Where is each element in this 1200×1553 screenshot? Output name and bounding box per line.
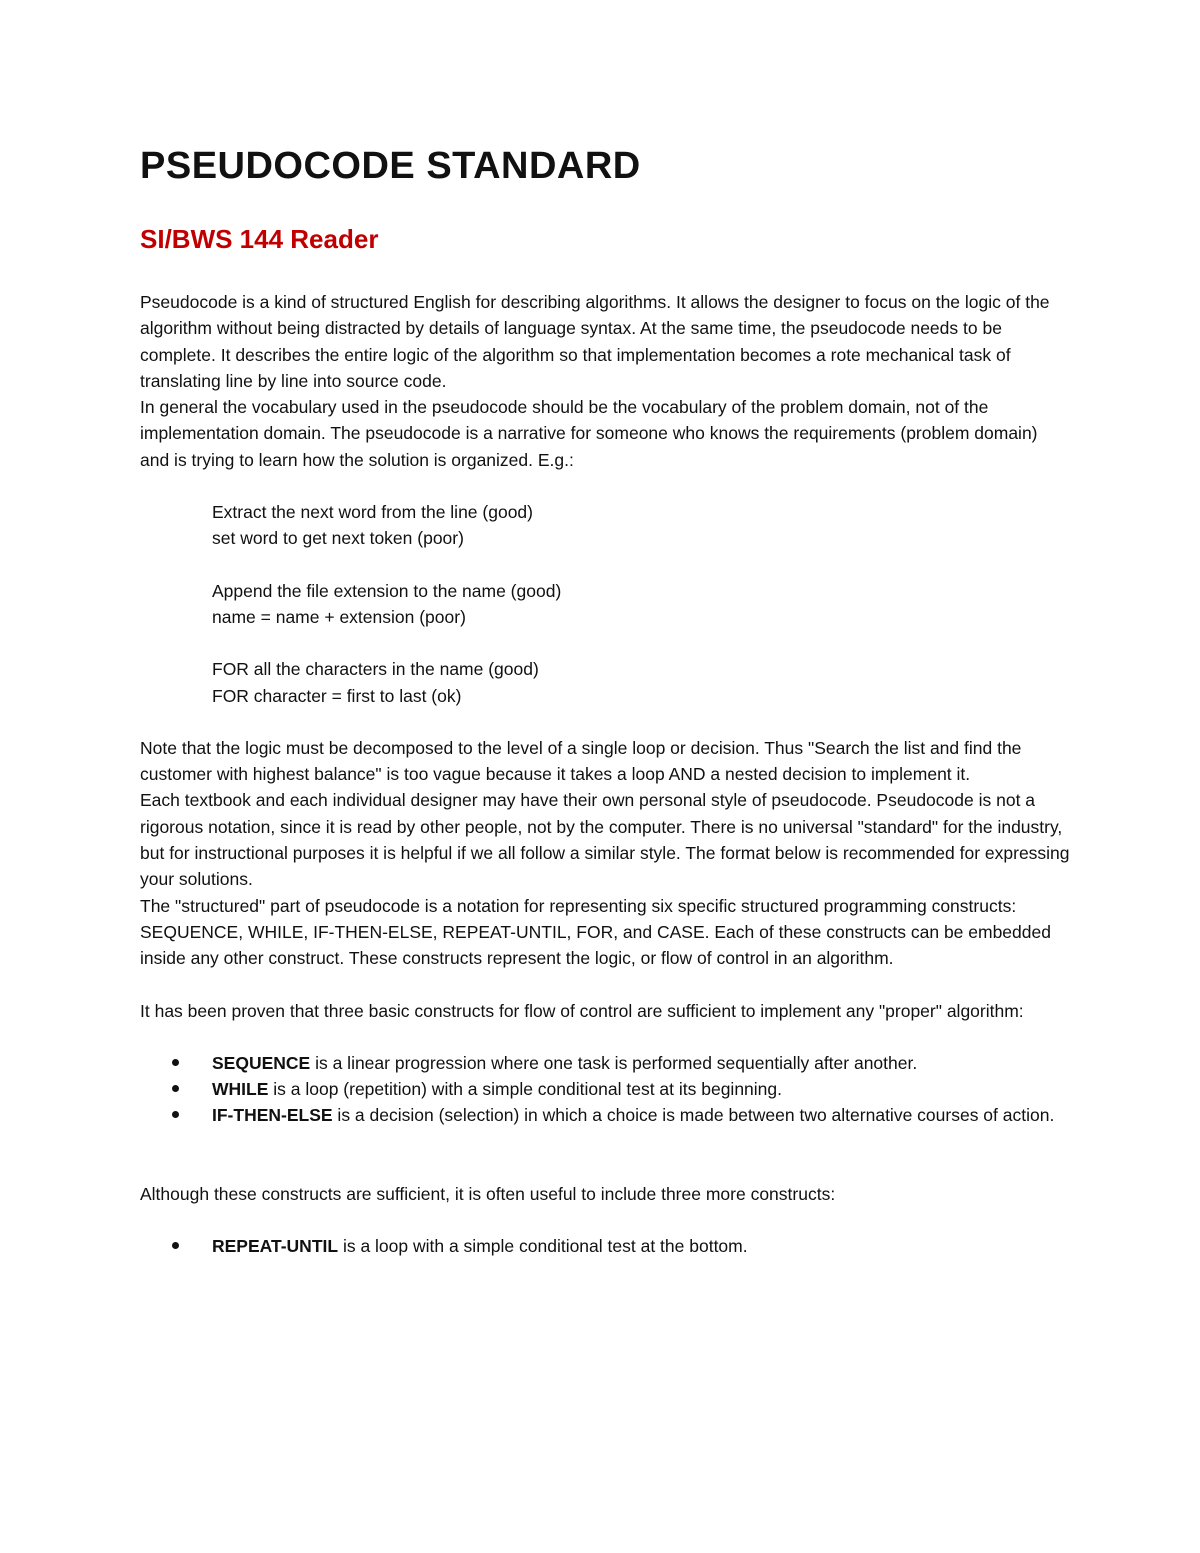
bullet-icon [172, 1242, 179, 1249]
example-ok: FOR character = first to last (ok) [212, 685, 462, 706]
example-poor: set word to get next token (poor) [212, 528, 464, 549]
list-item [140, 1102, 1070, 1128]
list-item [140, 1076, 1070, 1102]
example-good: FOR all the characters in the name (good) [212, 659, 539, 680]
basic-constructs-list [140, 1050, 1070, 1129]
example-pair [140, 499, 1070, 552]
example-pair [140, 656, 1070, 709]
example-good: Append the file extension to the name (good) [212, 580, 562, 601]
body-paragraph: It has been proven that three basic constructs for flow of control are sufficient to implement any "proper" algorithm: [140, 1000, 1024, 1021]
construct-keyword: WHILE [212, 1079, 269, 1100]
construct-description: is a loop with a simple conditional test at the bottom. [338, 1236, 748, 1257]
example-pair [140, 578, 1070, 631]
body-paragraph: Note that the logic must be decomposed to the level of a single loop or decision. Thus "Search the list and find the customer with highest balance" is too vague because it takes a loop AND a nested decision to implement it. [140, 737, 1022, 785]
page-title: PSEUDOCODE STANDARD [140, 145, 641, 187]
body-paragraph: Although these constructs are sufficient, it is often useful to include three more constructs: [140, 1183, 836, 1204]
construct-description: is a loop (repetition) with a simple conditional test at its beginning. [268, 1079, 783, 1100]
construct-keyword: REPEAT-UNTIL [212, 1236, 339, 1257]
construct-keyword: SEQUENCE [212, 1052, 311, 1073]
bullet-icon [172, 1111, 179, 1118]
intro-paragraph: In general the vocabulary used in the pseudocode should be the vocabulary of the problem domain, not of the implementation domain. The pseudocode is a narrative for someone who knows the requirements (problem domain) and is trying to learn how the solution is organized. E.g.: [140, 397, 1038, 470]
bullet-icon [172, 1059, 179, 1066]
page-subtitle: SI/BWS 144 Reader [140, 224, 379, 254]
document-body [140, 289, 1070, 1259]
construct-description: is a decision (selection) in which a choice is made between two alternative courses of action. [332, 1105, 1055, 1126]
construct-description: is a linear progression where one task is performed sequentially after another. [310, 1052, 918, 1073]
body-paragraph: Each textbook and each individual designer may have their own personal style of pseudocode. Pseudocode is not a rigorous notation, since it is read by other people, not by the computer. There is no universal "standard" for the industry, but for instructional purposes it is helpful if we all follow a similar style. The format below is recommended for expressing your solutions. [140, 790, 1070, 890]
intro-paragraph: Pseudocode is a kind of structured English for describing algorithms. It allows the designer to focus on the logic of the algorithm without being distracted by details of language syntax. At the same time, the pseudocode needs to be complete. It describes the entire logic of the algorithm so that implementation becomes a rote mechanical task of translating line by line into source code. [140, 292, 1050, 391]
list-item [140, 1233, 1070, 1259]
bullet-icon [172, 1085, 179, 1092]
construct-keyword: IF-THEN-ELSE [212, 1105, 333, 1126]
list-item [140, 1050, 1070, 1076]
example-poor: name = name + extension (poor) [212, 606, 466, 627]
body-paragraph: The "structured" part of pseudocode is a notation for representing six specific structured programming constructs: SEQUENCE, WHILE, IF-THEN-ELSE, REPEAT-UNTIL, FOR, and CASE. Each of these constructs can be embedded inside any other construct. These constructs represent the logic, or flow of control in an algorithm. [140, 895, 1051, 969]
example-good: Extract the next word from the line (good) [212, 502, 533, 523]
more-constructs-list [140, 1233, 1070, 1259]
